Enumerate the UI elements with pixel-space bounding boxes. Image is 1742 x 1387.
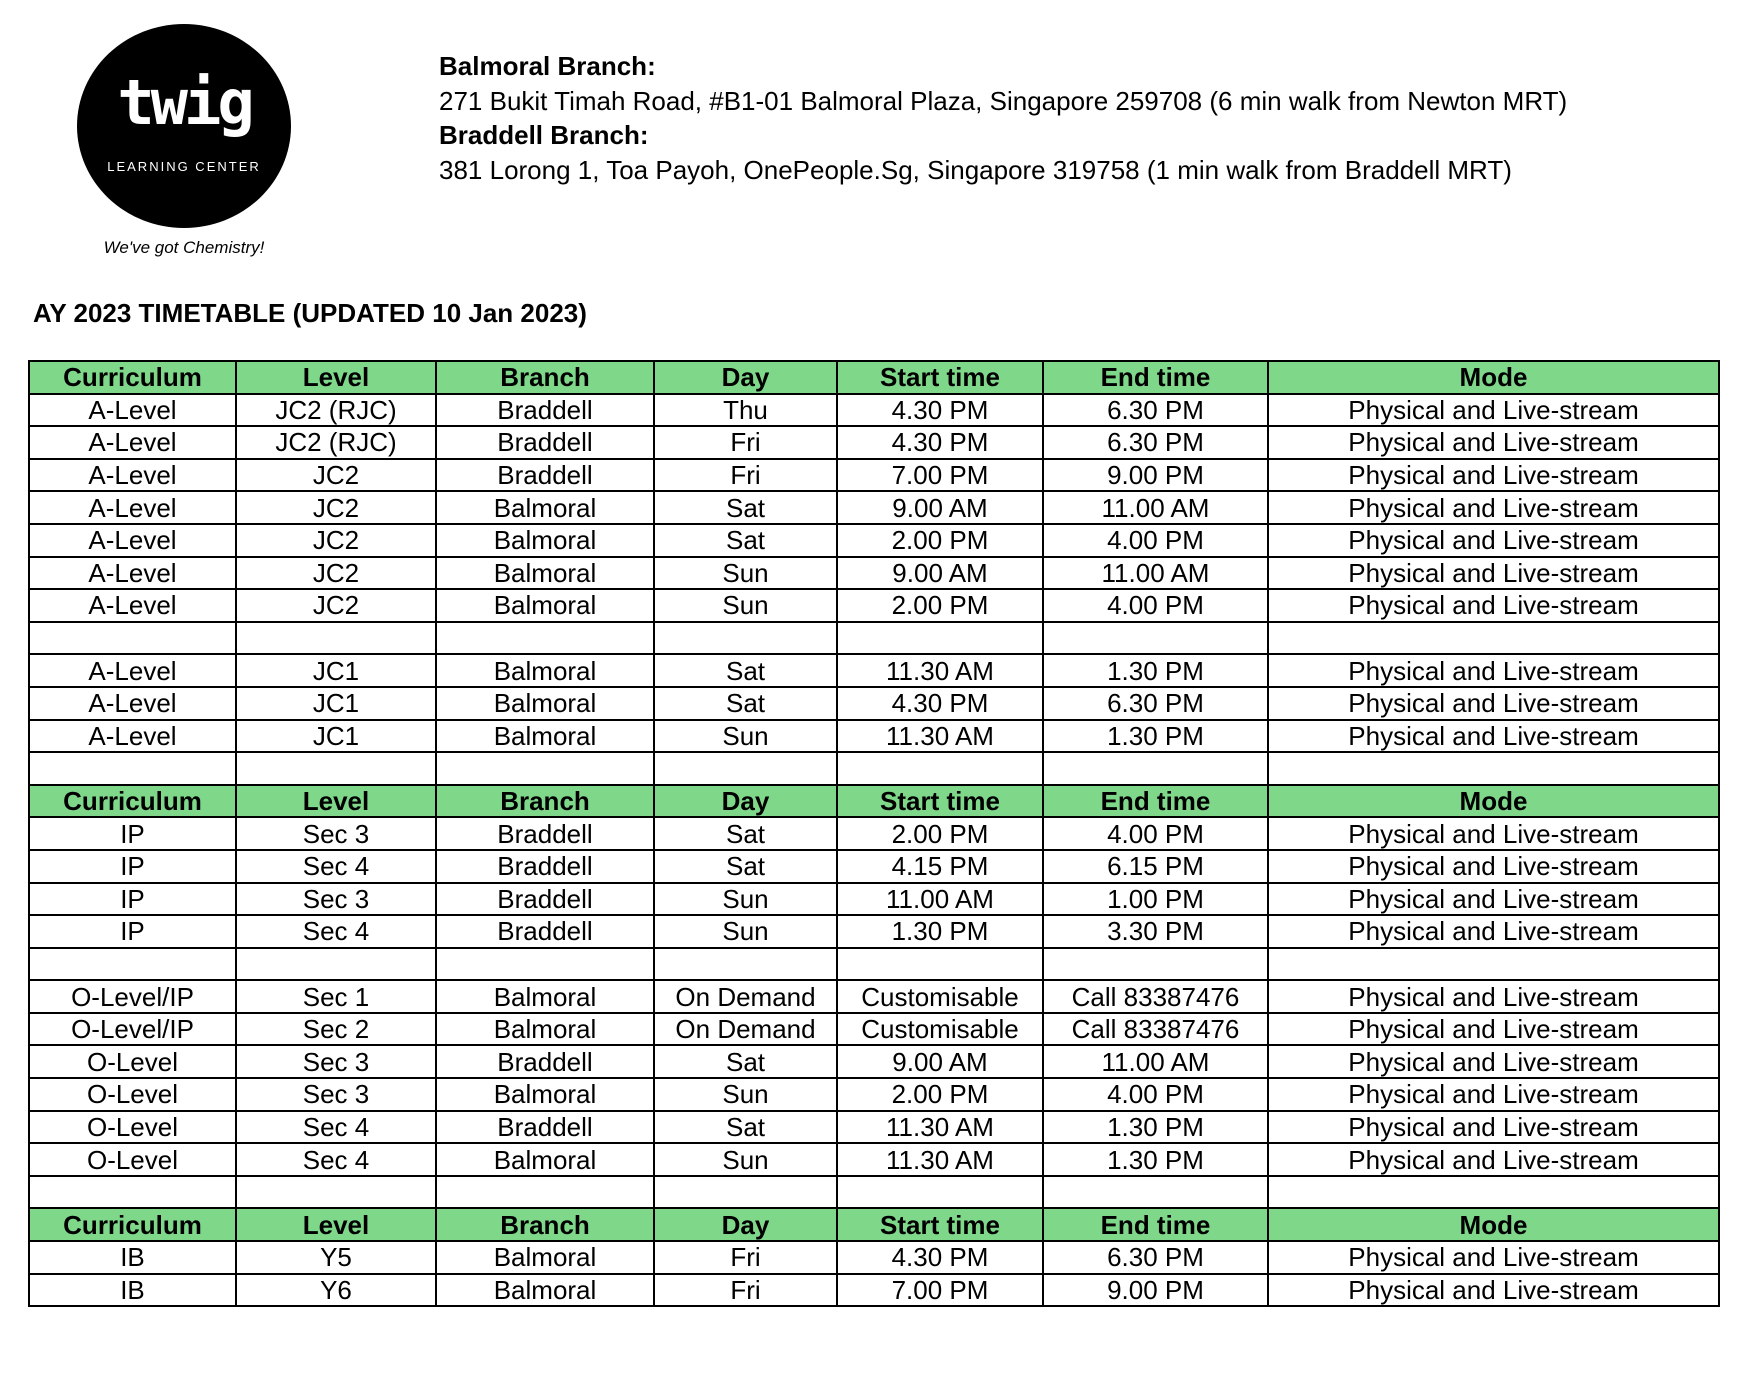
- table-cell: Thu: [654, 394, 837, 427]
- table-spacer-row: [29, 622, 1719, 655]
- table-cell: Sun: [654, 915, 837, 948]
- table-cell: JC2: [236, 524, 436, 557]
- table-cell-empty: [236, 1176, 436, 1209]
- table-cell: 6.15 PM: [1043, 850, 1268, 883]
- table-cell: JC2 (RJC): [236, 426, 436, 459]
- table-cell-empty: [436, 948, 654, 981]
- column-header: Mode: [1268, 1208, 1719, 1241]
- table-cell-empty: [837, 1176, 1043, 1209]
- table-cell: JC2 (RJC): [236, 394, 436, 427]
- table-cell: 11.00 AM: [1043, 1045, 1268, 1078]
- table-cell: Sec 4: [236, 1143, 436, 1176]
- table-cell: Physical and Live-stream: [1268, 459, 1719, 492]
- table-cell: Physical and Live-stream: [1268, 817, 1719, 850]
- table-cell: Sec 4: [236, 850, 436, 883]
- table-cell: Physical and Live-stream: [1268, 1013, 1719, 1046]
- table-cell: 2.00 PM: [837, 589, 1043, 622]
- table-header-row: [29, 361, 1719, 394]
- table-cell: JC2: [236, 589, 436, 622]
- table-row: [29, 720, 1719, 753]
- column-header: Day: [654, 361, 837, 394]
- logo: [76, 24, 292, 258]
- table-cell: A-Level: [29, 426, 236, 459]
- column-header: Day: [654, 785, 837, 818]
- column-header: Curriculum: [29, 361, 236, 394]
- table-cell-empty: [29, 948, 236, 981]
- table-cell: 9.00 PM: [1043, 1274, 1268, 1307]
- table-cell: Balmoral: [436, 720, 654, 753]
- table-cell: 7.00 PM: [837, 1274, 1043, 1307]
- table-cell: 6.30 PM: [1043, 426, 1268, 459]
- table-cell: Sec 1: [236, 980, 436, 1013]
- table-cell-empty: [1268, 1176, 1719, 1209]
- balmoral-label: Balmoral Branch:: [439, 51, 656, 81]
- table-cell: IP: [29, 883, 236, 916]
- table-cell: Y5: [236, 1241, 436, 1274]
- table-cell: Physical and Live-stream: [1268, 1111, 1719, 1144]
- table-cell: Physical and Live-stream: [1268, 589, 1719, 622]
- table-cell: Braddell: [436, 459, 654, 492]
- table-row: [29, 426, 1719, 459]
- table-cell-empty: [1043, 622, 1268, 655]
- table-row: [29, 1274, 1719, 1307]
- table-row: [29, 1013, 1719, 1046]
- table-cell: Sat: [654, 687, 837, 720]
- table-cell-empty: [837, 622, 1043, 655]
- table-cell: 1.30 PM: [1043, 654, 1268, 687]
- column-header: Level: [236, 785, 436, 818]
- table-cell: Sec 4: [236, 1111, 436, 1144]
- table-cell: Balmoral: [436, 654, 654, 687]
- table-cell-empty: [236, 948, 436, 981]
- table-cell: Physical and Live-stream: [1268, 915, 1719, 948]
- table-cell-empty: [837, 752, 1043, 785]
- column-header: Start time: [837, 785, 1043, 818]
- table-cell: Braddell: [436, 394, 654, 427]
- column-header: Level: [236, 1208, 436, 1241]
- table-cell-empty: [236, 752, 436, 785]
- table-cell: Sun: [654, 1078, 837, 1111]
- table-cell: Balmoral: [436, 1274, 654, 1307]
- column-header: End time: [1043, 361, 1268, 394]
- table-cell: Sat: [654, 1111, 837, 1144]
- table-spacer-row: [29, 948, 1719, 981]
- table-cell: Balmoral: [436, 687, 654, 720]
- table-row: [29, 557, 1719, 590]
- balmoral-address: 271 Bukit Timah Road, #B1-01 Balmoral Plaza, Singapore 259708 (6 min walk from Newton MRT): [439, 85, 1568, 116]
- table-cell: Balmoral: [436, 980, 654, 1013]
- branch-addresses: [439, 49, 1567, 187]
- table-cell: Sec 3: [236, 1045, 436, 1078]
- table-cell-empty: [436, 752, 654, 785]
- table-cell: O-Level/IP: [29, 980, 236, 1013]
- column-header: Branch: [436, 361, 654, 394]
- table-cell: 2.00 PM: [837, 524, 1043, 557]
- table-header-row: [29, 785, 1719, 818]
- table-cell: Physical and Live-stream: [1268, 1241, 1719, 1274]
- table-row: [29, 589, 1719, 622]
- column-header: Curriculum: [29, 785, 236, 818]
- table-cell: 1.30 PM: [1043, 1111, 1268, 1144]
- table-cell-empty: [436, 1176, 654, 1209]
- table-cell: Fri: [654, 1274, 837, 1307]
- table-cell: IP: [29, 915, 236, 948]
- table-cell: 9.00 AM: [837, 557, 1043, 590]
- table-cell: 6.30 PM: [1043, 1241, 1268, 1274]
- table-cell: Fri: [654, 426, 837, 459]
- table-cell: O-Level: [29, 1078, 236, 1111]
- table-cell: Physical and Live-stream: [1268, 980, 1719, 1013]
- table-cell: Balmoral: [436, 1241, 654, 1274]
- table-row: [29, 915, 1719, 948]
- table-cell: JC1: [236, 720, 436, 753]
- table-cell: 4.30 PM: [837, 426, 1043, 459]
- table-cell: 9.00 AM: [837, 491, 1043, 524]
- table-cell: Sun: [654, 1143, 837, 1176]
- table-cell: 3.30 PM: [1043, 915, 1268, 948]
- table-cell: 11.00 AM: [1043, 557, 1268, 590]
- table-cell: O-Level: [29, 1143, 236, 1176]
- braddell-label: Braddell Branch:: [439, 120, 649, 150]
- table-cell: Customisable: [837, 980, 1043, 1013]
- table-cell: IB: [29, 1241, 236, 1274]
- table-spacer-row: [29, 752, 1719, 785]
- table-cell-empty: [654, 1176, 837, 1209]
- table-cell: 1.30 PM: [1043, 1143, 1268, 1176]
- table-cell: 6.30 PM: [1043, 394, 1268, 427]
- table-cell: 11.00 AM: [1043, 491, 1268, 524]
- table-cell: Physical and Live-stream: [1268, 883, 1719, 916]
- table-cell: Sat: [654, 850, 837, 883]
- table-cell: A-Level: [29, 394, 236, 427]
- column-header: Start time: [837, 361, 1043, 394]
- table-cell: 1.30 PM: [837, 915, 1043, 948]
- table-cell: 11.30 AM: [837, 1143, 1043, 1176]
- table-cell: 11.00 AM: [837, 883, 1043, 916]
- table-cell: A-Level: [29, 459, 236, 492]
- table-cell: A-Level: [29, 589, 236, 622]
- table-row: [29, 394, 1719, 427]
- table-cell: A-Level: [29, 654, 236, 687]
- column-header: Branch: [436, 785, 654, 818]
- logo-wordmark: twig: [117, 66, 251, 139]
- table-cell: Braddell: [436, 817, 654, 850]
- table-cell: Sat: [654, 1045, 837, 1078]
- table-row: [29, 1143, 1719, 1176]
- table-cell: 11.30 AM: [837, 1111, 1043, 1144]
- table-cell: Braddell: [436, 426, 654, 459]
- table-cell: JC2: [236, 557, 436, 590]
- table-cell: 4.00 PM: [1043, 589, 1268, 622]
- table-cell: Braddell: [436, 883, 654, 916]
- table-row: [29, 654, 1719, 687]
- table-cell-empty: [654, 948, 837, 981]
- table-cell: Sun: [654, 557, 837, 590]
- table-cell: Sat: [654, 654, 837, 687]
- column-header: Mode: [1268, 785, 1719, 818]
- table-cell: 9.00 PM: [1043, 459, 1268, 492]
- table-cell: A-Level: [29, 557, 236, 590]
- table-cell: 7.00 PM: [837, 459, 1043, 492]
- table-cell: Call 83387476: [1043, 1013, 1268, 1046]
- table-cell: 1.30 PM: [1043, 720, 1268, 753]
- table-cell: O-Level/IP: [29, 1013, 236, 1046]
- table-cell-empty: [1043, 752, 1268, 785]
- table-row: [29, 1078, 1719, 1111]
- table-cell: Balmoral: [436, 491, 654, 524]
- column-header: Day: [654, 1208, 837, 1241]
- table-cell: Braddell: [436, 850, 654, 883]
- table-cell: Physical and Live-stream: [1268, 557, 1719, 590]
- table-cell: Physical and Live-stream: [1268, 426, 1719, 459]
- page-title: AY 2023 TIMETABLE (UPDATED 10 Jan 2023): [33, 298, 587, 328]
- table-cell: On Demand: [654, 980, 837, 1013]
- table-cell: Fri: [654, 459, 837, 492]
- table-cell-empty: [1268, 752, 1719, 785]
- logo-tagline: We've got Chemistry!: [103, 238, 265, 257]
- table-cell: 4.30 PM: [837, 687, 1043, 720]
- table-cell: Braddell: [436, 1111, 654, 1144]
- column-header: Curriculum: [29, 1208, 236, 1241]
- column-header: Mode: [1268, 361, 1719, 394]
- table-cell: IP: [29, 817, 236, 850]
- table-cell: Y6: [236, 1274, 436, 1307]
- table-cell: Customisable: [837, 1013, 1043, 1046]
- table-cell: A-Level: [29, 720, 236, 753]
- table-cell: 4.00 PM: [1043, 817, 1268, 850]
- table-cell: Physical and Live-stream: [1268, 1078, 1719, 1111]
- table-cell: JC2: [236, 491, 436, 524]
- table-cell-empty: [1043, 1176, 1268, 1209]
- table-cell: 1.00 PM: [1043, 883, 1268, 916]
- logo-circle: [77, 24, 291, 228]
- table-cell: JC2: [236, 459, 436, 492]
- table-cell: Sec 4: [236, 915, 436, 948]
- table-cell: Physical and Live-stream: [1268, 524, 1719, 557]
- table-cell: 4.00 PM: [1043, 524, 1268, 557]
- table-cell: Balmoral: [436, 1143, 654, 1176]
- table-cell: Balmoral: [436, 557, 654, 590]
- table-cell: Physical and Live-stream: [1268, 1274, 1719, 1307]
- table-spacer-row: [29, 1176, 1719, 1209]
- logo-subtitle: LEARNING CENTER: [107, 159, 261, 174]
- table-row: [29, 883, 1719, 916]
- table-cell: Physical and Live-stream: [1268, 491, 1719, 524]
- table-cell: 2.00 PM: [837, 817, 1043, 850]
- table-cell: Braddell: [436, 915, 654, 948]
- table-cell: 9.00 AM: [837, 1045, 1043, 1078]
- table-row: [29, 687, 1719, 720]
- table-cell: Sec 3: [236, 1078, 436, 1111]
- table-cell: Physical and Live-stream: [1268, 1143, 1719, 1176]
- table-header-row: [29, 1208, 1719, 1241]
- table-cell: A-Level: [29, 687, 236, 720]
- table-cell-empty: [1043, 948, 1268, 981]
- table-cell: 6.30 PM: [1043, 687, 1268, 720]
- table-cell: Physical and Live-stream: [1268, 720, 1719, 753]
- table-row: [29, 980, 1719, 1013]
- table-cell: Balmoral: [436, 589, 654, 622]
- table-cell: O-Level: [29, 1111, 236, 1144]
- table-cell: JC1: [236, 687, 436, 720]
- table-cell: Balmoral: [436, 524, 654, 557]
- table-cell-empty: [436, 622, 654, 655]
- column-header: Branch: [436, 1208, 654, 1241]
- table-cell: On Demand: [654, 1013, 837, 1046]
- table-cell: 4.30 PM: [837, 394, 1043, 427]
- column-header: Level: [236, 361, 436, 394]
- table-row: [29, 1241, 1719, 1274]
- table-cell-empty: [29, 622, 236, 655]
- table-cell-empty: [654, 752, 837, 785]
- table-cell: Balmoral: [436, 1078, 654, 1111]
- table-row: [29, 459, 1719, 492]
- table-cell: Physical and Live-stream: [1268, 654, 1719, 687]
- table-cell: Sat: [654, 817, 837, 850]
- table-cell: 11.30 AM: [837, 654, 1043, 687]
- table-cell: Physical and Live-stream: [1268, 394, 1719, 427]
- table-cell: Sec 2: [236, 1013, 436, 1046]
- table-cell: 11.30 AM: [837, 720, 1043, 753]
- table-cell: 2.00 PM: [837, 1078, 1043, 1111]
- table-cell: A-Level: [29, 524, 236, 557]
- table-cell: 4.30 PM: [837, 1241, 1043, 1274]
- table-cell: Physical and Live-stream: [1268, 687, 1719, 720]
- table-cell: JC1: [236, 654, 436, 687]
- table-cell: Physical and Live-stream: [1268, 850, 1719, 883]
- table-cell: Physical and Live-stream: [1268, 1045, 1719, 1078]
- table-cell: Sun: [654, 883, 837, 916]
- table-cell-empty: [654, 622, 837, 655]
- table-row: [29, 1045, 1719, 1078]
- table-cell: 4.00 PM: [1043, 1078, 1268, 1111]
- column-header: End time: [1043, 785, 1268, 818]
- column-header: End time: [1043, 1208, 1268, 1241]
- table-cell: O-Level: [29, 1045, 236, 1078]
- table-cell: 4.15 PM: [837, 850, 1043, 883]
- table-row: [29, 817, 1719, 850]
- table-row: [29, 491, 1719, 524]
- table-cell-empty: [29, 1176, 236, 1209]
- table-cell: Sat: [654, 491, 837, 524]
- table-cell: Sec 3: [236, 883, 436, 916]
- table-cell: Sun: [654, 720, 837, 753]
- table-cell-empty: [29, 752, 236, 785]
- table-cell: Sec 3: [236, 817, 436, 850]
- table-cell-empty: [236, 622, 436, 655]
- table-cell-empty: [1268, 948, 1719, 981]
- table-row: [29, 524, 1719, 557]
- table-cell: Fri: [654, 1241, 837, 1274]
- table-row: [29, 850, 1719, 883]
- table-row: [29, 1111, 1719, 1144]
- table-cell: Braddell: [436, 1045, 654, 1078]
- table-cell: A-Level: [29, 491, 236, 524]
- table-cell: IB: [29, 1274, 236, 1307]
- table-cell: Sat: [654, 524, 837, 557]
- table-cell-empty: [837, 948, 1043, 981]
- timetable: [28, 360, 1720, 1307]
- table-cell: Sun: [654, 589, 837, 622]
- table-cell-empty: [1268, 622, 1719, 655]
- table-cell: Call 83387476: [1043, 980, 1268, 1013]
- table-cell: IP: [29, 850, 236, 883]
- table-cell: Balmoral: [436, 1013, 654, 1046]
- column-header: Start time: [837, 1208, 1043, 1241]
- braddell-address: 381 Lorong 1, Toa Payoh, OnePeople.Sg, Singapore 319758 (1 min walk from Braddell MRT): [439, 154, 1512, 185]
